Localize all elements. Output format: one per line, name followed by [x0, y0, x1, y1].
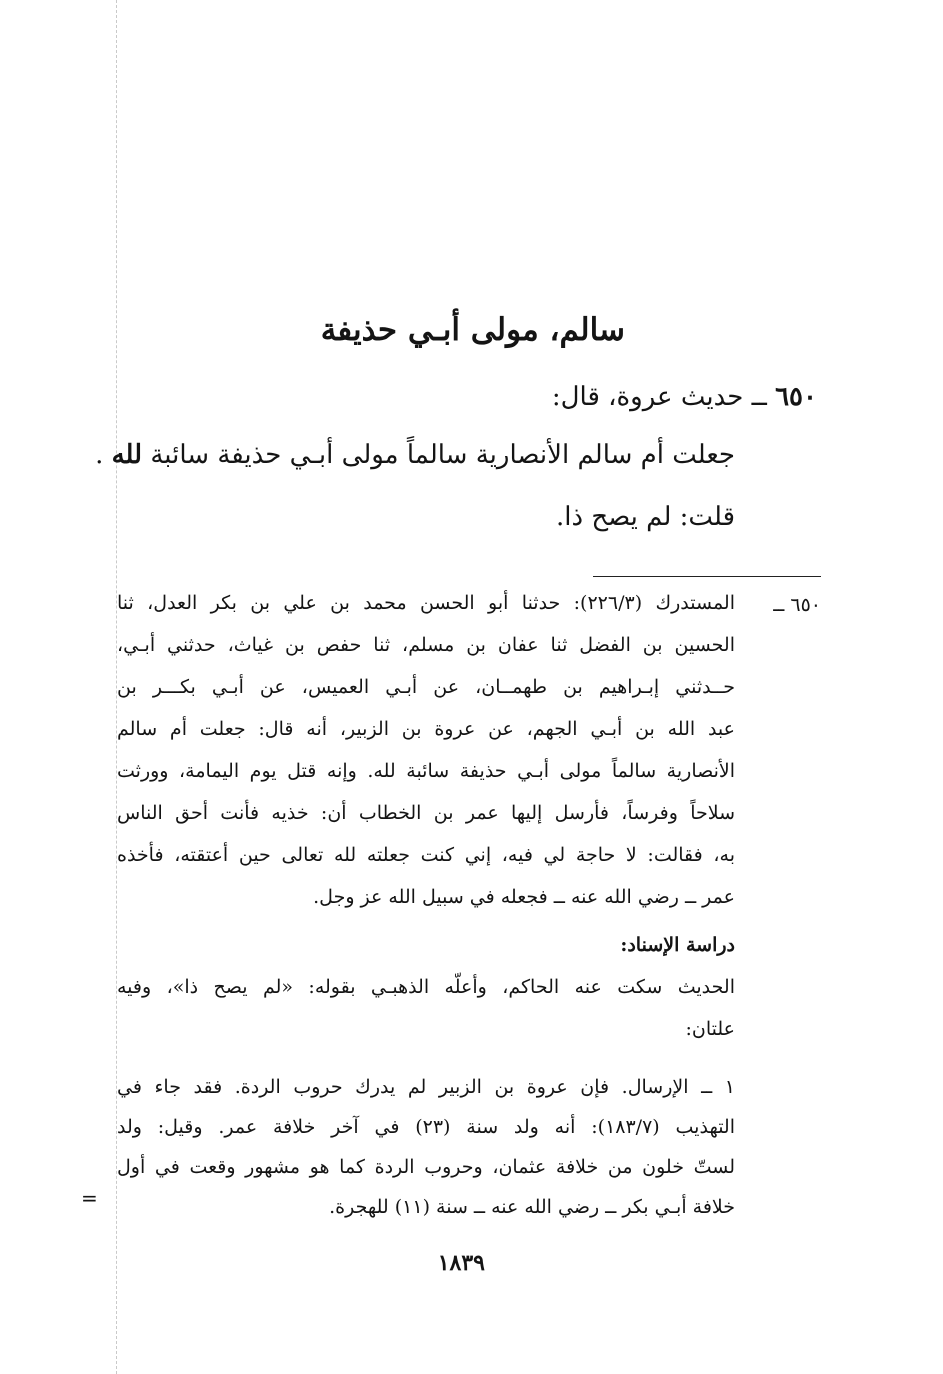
- hadith-heading: [552, 382, 817, 412]
- study-heading: دراسة الإسناد:: [620, 934, 735, 956]
- hadith-text-main: جعلت أم سالم الأنصارية سالماً مولى أبـي حذيفة سائبة: [150, 440, 735, 470]
- point-line: خلافة أبـي بكر ــ رضي الله عنه ــ سنة (١١) للهجرة.: [329, 1196, 735, 1218]
- footnote-line: عمر ــ رضي الله عنه ــ فجعله في سبيل الله عز وجل.: [313, 886, 735, 908]
- footnote-number: ٦٥٠ ــ: [773, 594, 821, 616]
- footnote-separator: [593, 576, 821, 577]
- hadith-comment: قلت: لم يصح ذا.: [556, 502, 735, 532]
- footnote-line: حــدثني إبـراهيم بن طهمــان، عن أبـي العميس، عن أبـي بكـــر بن: [117, 676, 735, 698]
- footnote-line: المستدرك (٢٢٦/٣): حدثنا أبو الحسن محمد بن علي بن بكر العدل، ثنا: [117, 592, 736, 614]
- hadith-heading-text: ــ حديث عروة، قال:: [551, 382, 767, 412]
- hadith-text-allah: لله: [111, 440, 143, 470]
- footnote-line: الحسين بن الفضل ثنا عفان بن مسلم، ثنا حفص بن غياث، حدثني أبـي،: [117, 634, 735, 656]
- chapter-title: سالم، مولى أبـي حذيفة: [320, 312, 625, 348]
- hadith-text: [95, 440, 735, 470]
- hadith-text-end: .: [95, 440, 104, 470]
- continuation-mark: =: [81, 1186, 98, 1210]
- footnote-line: به، فقالت: لا حاجة لي فيه، إني كنت جعلته لله تعالى حين أعتقته، فأخذه: [117, 844, 735, 866]
- page-number: ١٨٣٩: [437, 1250, 485, 1276]
- footnote-line: سلاحاً وفرساً، فأرسل إليها عمر بن الخطاب أن: خذيه فأنت أحق الناس: [117, 802, 735, 824]
- footnote-line: الأنصارية سالماً مولى أبـي حذيفة سائبة لله. وإنه قتل يوم اليمامة، وورثت: [117, 760, 735, 782]
- point-line: ١ ــ الإرسال. فإن عروة بن الزبير لم يدرك حروب الردة. فقد جاء في: [117, 1076, 735, 1098]
- study-line: علتان:: [685, 1018, 735, 1040]
- point-line: التهذيب (١٨٣/٧): أنه ولد سنة (٢٣) في آخر خلافة عمر. وقيل: ولد: [117, 1116, 735, 1138]
- point-line: لستّ خلون من خلافة عثمان، وحروب الردة كما هو مشهور وقعت في أول: [117, 1156, 735, 1178]
- footnote-line: عبد الله بن أبـي الجهم، عن عروة بن الزبير، أنه قال: جعلت أم سالم: [117, 718, 735, 740]
- study-line: الحديث سكت عنه الحاكم، وأعلّه الذهبـي بقوله: «لم يصح ذا»، وفيه: [117, 976, 735, 998]
- hadith-number: ٦٥٠: [775, 382, 817, 412]
